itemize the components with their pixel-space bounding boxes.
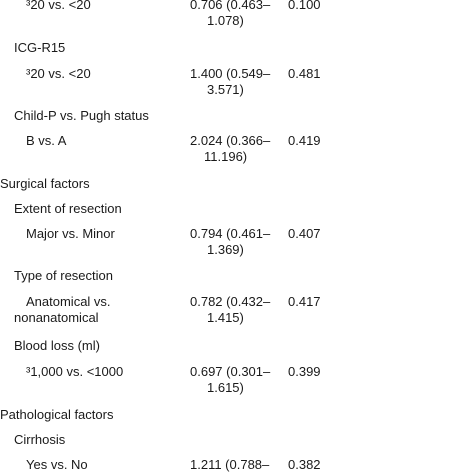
section-heading: Pathological factors [0, 407, 114, 422]
row-label: ³1,000 vs. <1000 [26, 364, 124, 379]
row-label: B vs. A [26, 133, 67, 148]
odds-ratio-ci: 1.400 (0.549– [190, 66, 271, 81]
p-value: 0.100 [288, 0, 321, 12]
row-label: Yes vs. No [26, 457, 88, 472]
row-label: Major vs. Minor [26, 226, 115, 241]
variable-heading: Cirrhosis [14, 432, 66, 447]
p-value: 0.481 [288, 66, 321, 81]
section-heading: Surgical factors [0, 176, 90, 191]
p-value: 0.382 [288, 457, 321, 472]
odds-ratio-ci: 0.794 (0.461– [190, 226, 271, 241]
odds-ratio-ci-cont: 1.078) [207, 13, 244, 28]
variable-heading: Extent of resection [14, 201, 122, 216]
p-value: 0.417 [288, 294, 321, 309]
odds-ratio-ci-cont: 1.415) [207, 310, 244, 325]
p-value: 0.399 [288, 364, 321, 379]
variable-heading: ICG-R15 [14, 40, 66, 55]
odds-ratio-ci-cont: 11.196) [204, 149, 248, 164]
odds-ratio-ci-cont: 1.615) [207, 380, 244, 395]
odds-ratio-ci-cont: 3.571) [207, 82, 244, 97]
variable-heading: Blood loss (ml) [14, 338, 100, 353]
p-value: 0.419 [288, 133, 321, 148]
variable-heading: Child-P vs. Pugh status [14, 108, 149, 123]
odds-ratio-ci: 0.697 (0.301– [190, 364, 271, 379]
odds-ratio-ci: 2.024 (0.366– [190, 133, 271, 148]
odds-ratio-ci: 0.782 (0.432– [190, 294, 271, 309]
row-label: ³20 vs. <20 [26, 0, 91, 12]
row-label: Anatomical vs. [26, 294, 111, 309]
odds-ratio-ci: 0.706 (0.463– [190, 0, 271, 12]
row-label: ³20 vs. <20 [26, 66, 91, 81]
variable-heading: Type of resection [14, 268, 113, 283]
row-label-cont: nonanatomical [14, 310, 99, 325]
odds-ratio-ci-cont: 1.369) [207, 242, 244, 257]
p-value: 0.407 [288, 226, 321, 241]
odds-ratio-ci: 1.211 (0.788– [190, 457, 270, 472]
